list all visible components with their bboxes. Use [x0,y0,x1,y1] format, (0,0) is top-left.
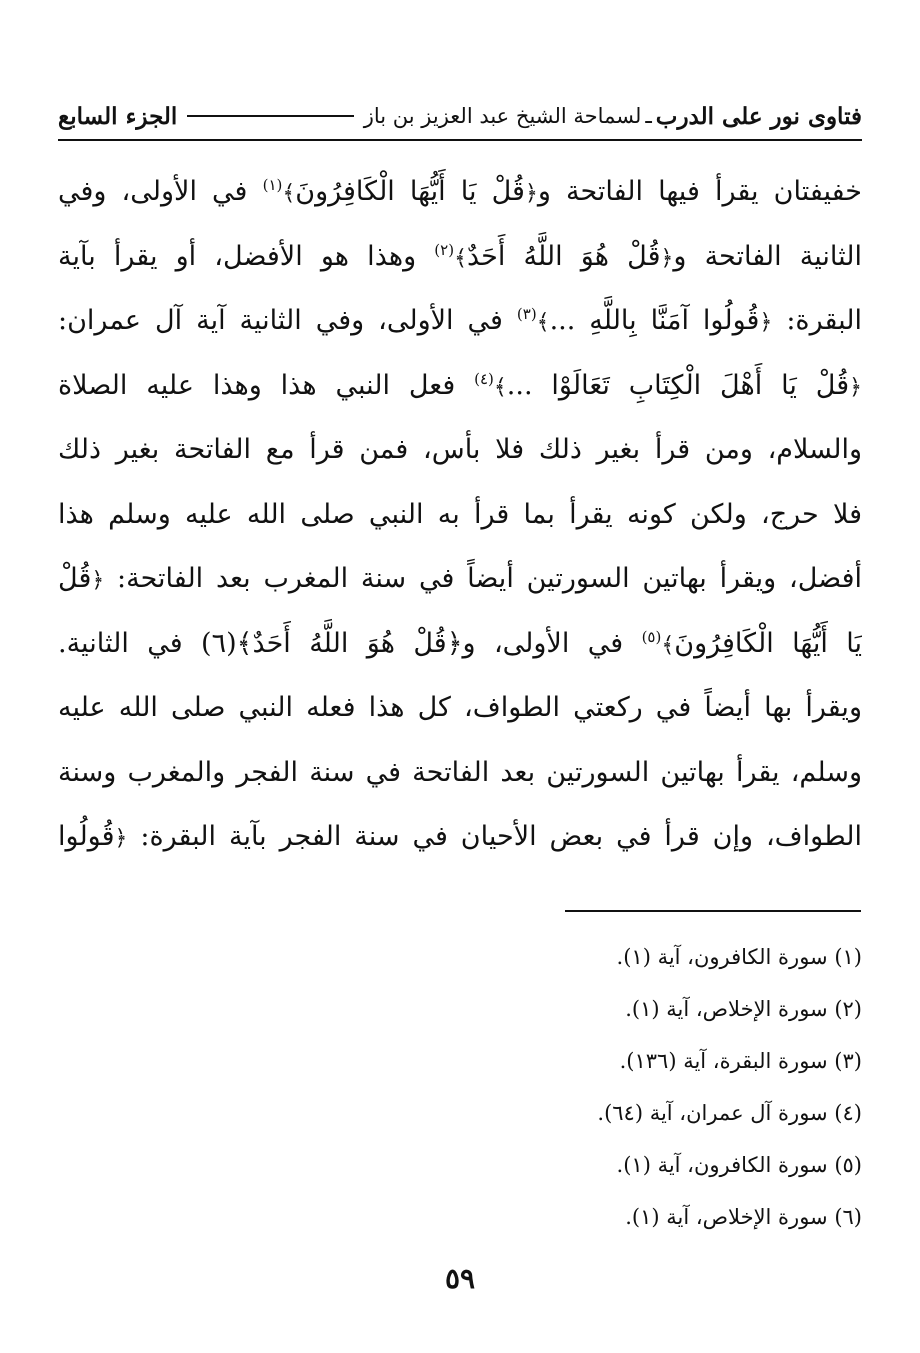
page-number: ٥٩ [444,1262,476,1295]
footnote-ref: (١) [262,176,283,194]
book-title: فتاوى نور على الدرب [655,102,862,130]
text-line: الطواف، وإن قرأ في بعض الأحيان في سنة الفجر بآية البقرة: ﴿قُولُوا [58,821,862,852]
text-line: فلا حرج، ولكن كونه يقرأ بما قرأ به النبي صلى الله عليه وسلم هذا [58,498,862,530]
running-header [58,96,862,136]
author-name: لسماحة الشيخ عبد العزيز بن باز [363,104,642,128]
footnote-separator [565,910,861,912]
footnote-item: (٦) سورة الإخلاص، آية (١). [625,1205,862,1229]
quran-verse: قُلْ يَا أَهْلَ الْكِتَابِ تَعَالَوْا ... [506,369,850,401]
text-line: يَا أَيُّهَا الْكَافِرُونَ﴾$^{(٥)}$ في الأولى، و﴿قُلْ هُوَ اللَّهُ أَحَدٌ﴾(٦) في الثانية. [58,627,862,659]
footnotes [58,935,862,1247]
quran-verse: قُولُوا [58,821,115,852]
footnote-ref: (٢) [434,240,455,259]
footnote-ref: (٣) [516,305,537,323]
quran-verse: قُولُوا آمَنَّا بِاللَّهِ ... [549,305,760,336]
quran-verse: قُلْ يَا أَيُّهَا الْكَافِرُونَ [295,176,525,207]
text-line: أفضل، ويقرأ بهاتين السورتين أيضاً في سنة المغرب بعد الفاتحة: ﴿قُلْ [58,563,862,594]
header-dash: ـ [645,103,652,129]
header-filler-line [187,115,353,117]
text-line: البقرة: ﴿قُولُوا آمَنَّا بِاللَّهِ ...﴾$^{(٣)}$ في الأولى، وفي الثانية آية آل عمران: [58,305,862,336]
quran-verse: يَا أَيُّهَا الْكَافِرُونَ [674,627,862,659]
text-line: وسلم، يقرأ بهاتين السورتين بعد الفاتحة في سنة الفجر والمغرب وسنة [58,756,862,788]
footnote-item: (٤) سورة آل عمران، آية (٦٤). [597,1101,862,1125]
text-line: الثانية الفاتحة و﴿قُلْ هُوَ اللَّهُ أَحَدٌ﴾$^{(٢)}$ وهذا هو الأفضل، أو يقرأ بآية [58,240,862,272]
volume-label: الجزء السابع [58,102,178,130]
footnote-item: (٣) سورة البقرة، آية (١٣٦). [619,1049,862,1073]
quran-verse: قُلْ هُوَ اللَّهُ أَحَدٌ [466,240,661,272]
footnote-ref: (٤) [474,369,494,388]
footnote-item: (٥) سورة الكافرون، آية (١). [616,1153,862,1177]
main-text [58,160,862,870]
footnote-item: (١) سورة الكافرون، آية (١). [616,945,862,969]
text-line: خفيفتان يقرأ فيها الفاتحة و﴿قُلْ يَا أَيُّهَا الْكَافِرُونَ﴾$^{(١)}$ في الأولى، وفي [58,176,862,207]
text-line: والسلام، ومن قرأ بغير ذلك فلا بأس، فمن قرأ مع الفاتحة بغير ذلك [58,434,862,465]
footnote-item: (٢) سورة الإخلاص، آية (١). [625,997,862,1021]
text-line: ﴿قُلْ يَا أَهْلَ الْكِتَابِ تَعَالَوْا ...﴾$^{(٤)}$ فعل النبي هذا وهذا عليه الصلاة [58,369,862,401]
quran-verse: قُلْ [58,563,92,594]
header-rule [58,139,862,141]
footnote-ref: (٥) [641,627,662,646]
text-line: ويقرأ بها أيضاً في ركعتي الطواف، كل هذا فعله النبي صلى الله عليه [58,692,862,723]
